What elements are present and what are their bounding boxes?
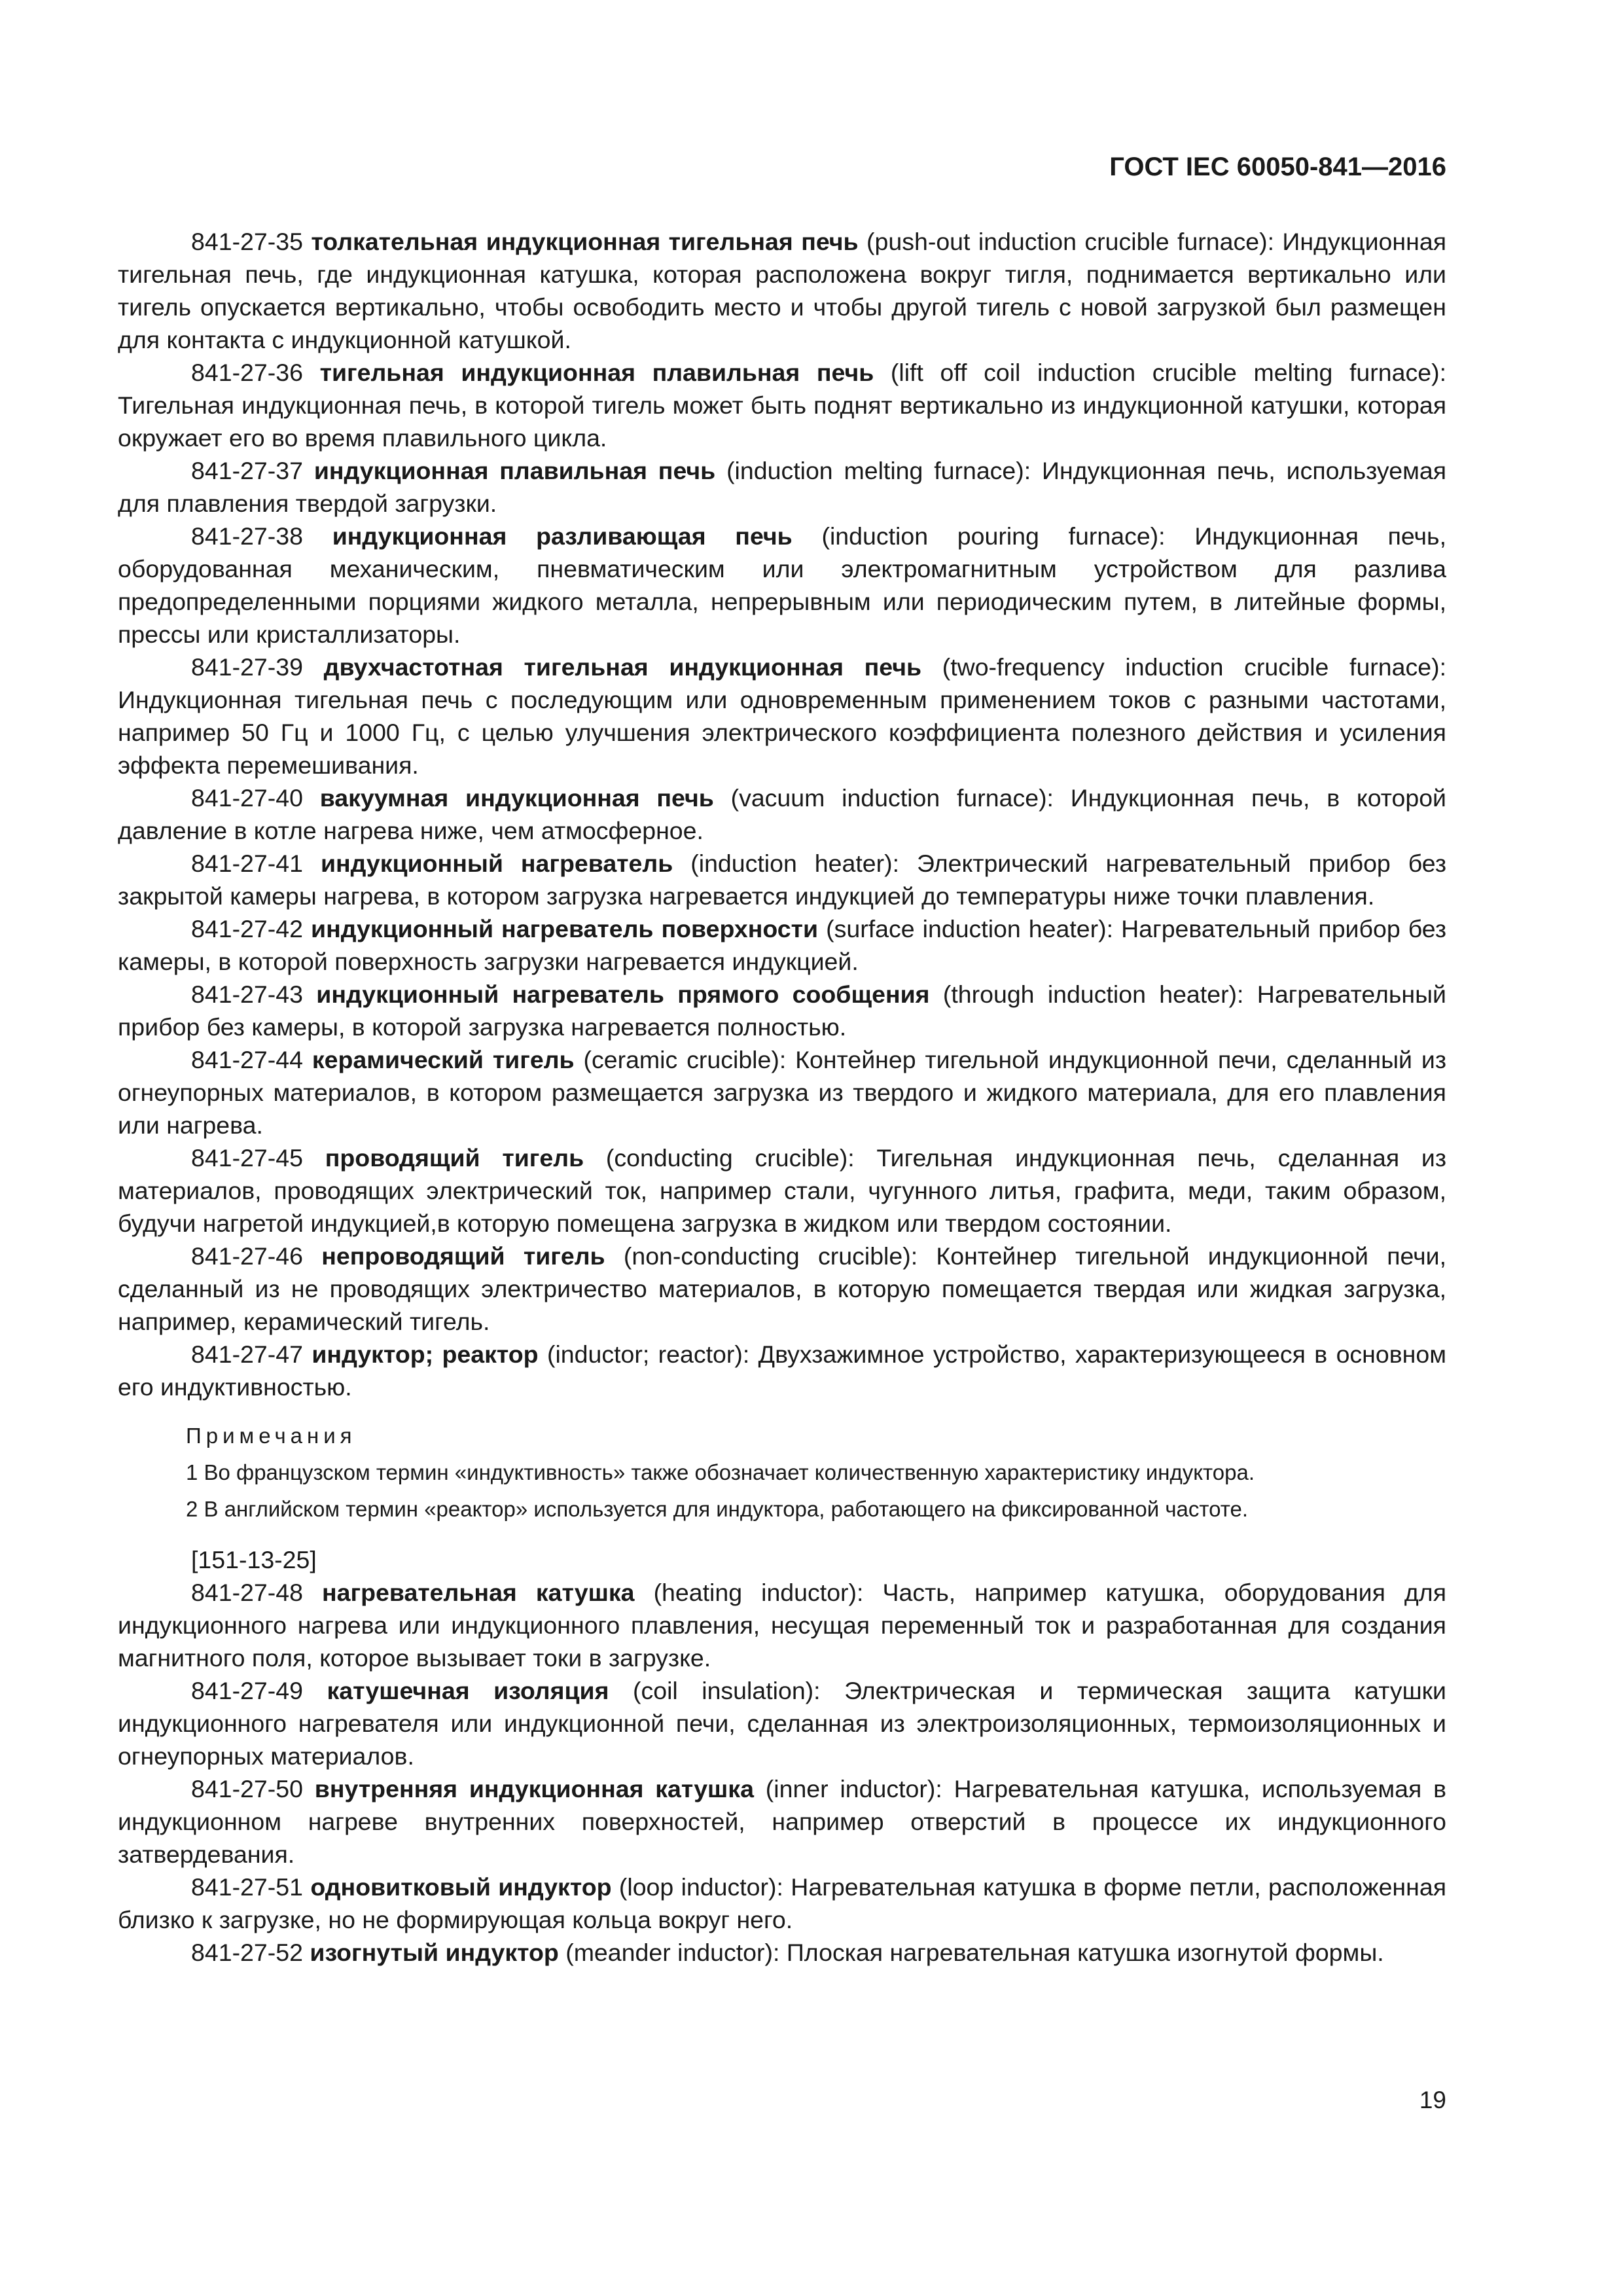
entry-number: 841-27-38 <box>191 522 303 550</box>
entry-definition: (meander inductor): Плоская нагревательная катушка изогнутой формы. <box>565 1939 1384 1966</box>
note-item-1: 1 Во французском термин «индуктивность» также обозначает количественную характеристику индуктора. <box>186 1460 1255 1484</box>
term-entry <box>118 356 1446 454</box>
term-entry <box>118 1338 1446 1403</box>
entry-term: непроводящий тигель <box>321 1242 605 1270</box>
entry-number: 841-27-51 <box>191 1873 303 1901</box>
term-entry <box>118 781 1446 847</box>
entry-number: 841-27-49 <box>191 1677 303 1704</box>
entry-definition: (vacuum induction furnace): Индукционная печь, в которой давление в котле нагрева ниже, чем атмосферное. <box>118 784 1447 844</box>
term-entry <box>118 978 1446 1043</box>
notes-block <box>118 1422 1446 1524</box>
entry-term: индукционная разливающая печь <box>332 522 793 550</box>
term-entry <box>118 1576 1446 1674</box>
term-entry <box>118 1674 1446 1772</box>
entry-number: 841-27-39 <box>191 653 303 681</box>
entry-definition: (induction pouring furnace): Индукционная печь, оборудованная механическим, пневматическим или электромагнитным устройством для разлива предопределенными порциями жидкого металла, непрерывным или периодическим путем, в литейные формы, прессы или кристаллизаторы. <box>118 522 1447 648</box>
entry-number: 841-27-52 <box>191 1939 303 1966</box>
entry-number: 841-27-37 <box>191 457 303 484</box>
term-entry <box>118 454 1446 520</box>
entry-term: вакуумная индукционная печь <box>319 784 714 812</box>
term-entry <box>118 1240 1446 1338</box>
entry-term: изогнутый индуктор <box>310 1939 559 1966</box>
entry-number: 841-27-41 <box>191 850 303 877</box>
entry-term: двухчастотная тигельная индукционная печь <box>323 653 922 681</box>
entry-number: 841-27-36 <box>191 359 303 386</box>
entry-term: индукционный нагреватель <box>320 850 673 877</box>
entry-number: 841-27-43 <box>191 980 303 1008</box>
entry-definition: (two-frequency induction crucible furnace): Индукционная тигельная печь с последующим или одновременным применением токов с разными частотами, например 50 Гц и 1000 Гц, с целью улучшения электрического коэффициента полезного действия и усиления эффекта перемешивания. <box>118 653 1447 779</box>
entry-definition: (conducting crucible): Тигельная индукционная печь, сделанная из материалов, проводящих электрический ток, например стали, чугунного литья, графита, меди, таким образом, будучи нагретой индукцией,в которую помещена загрузка в жидком или твердом состоянии. <box>118 1144 1447 1237</box>
entry-number: 841-27-48 <box>191 1579 303 1606</box>
term-entry <box>118 520 1446 651</box>
entry-term: тигельная индукционная плавильная печь <box>319 359 874 386</box>
entry-term: внутренняя индукционная катушка <box>314 1775 754 1803</box>
entry-definition: (non-conducting crucible): Контейнер тигельной индукционной печи, сделанный из не проводящих электричество материалов, в которую помещается твердая или жидкая загрузка, например, керамический тигель. <box>118 1242 1447 1335</box>
entry-definition: (induction melting furnace): Индукционная печь, используемая для плавления твердой загрузки. <box>118 457 1447 517</box>
entry-definition: (surface induction heater): Нагревательный прибор без камеры, в которой поверхность загрузки нагревается индукцией. <box>118 915 1447 975</box>
entry-definition: (lift off coil induction crucible melting furnace): Тигельная индукционная печь, в которой тигель может быть поднят вертикально из индукционной катушки, которая окружает его во время плавильного цикла. <box>118 359 1446 452</box>
entry-term: индукционный нагреватель прямого сообщения <box>316 980 930 1008</box>
entry-number: 841-27-46 <box>191 1242 303 1270</box>
entry-definition: (induction heater): Электрический нагревательный прибор без закрытой камеры нагрева, в котором загрузка нагревается индукцией до температуры ниже точки плавления. <box>118 850 1447 910</box>
entry-number: 841-27-42 <box>191 915 303 942</box>
notes-title: Примечания <box>186 1424 357 1448</box>
page-number: 19 <box>1419 2087 1446 2113</box>
entry-number: 841-27-35 <box>191 228 303 255</box>
entry-definition: (heating inductor): Часть, например катушка, оборудования для индукционного нагрева или индукционного плавления, несущая переменный ток и разработанная для создания магнитного поля, которое вызывает токи в загрузке. <box>118 1579 1446 1672</box>
reference: [151-13-25] <box>191 1546 317 1573</box>
term-entry <box>118 1871 1446 1936</box>
entry-definition: (inner inductor): Нагревательная катушка, используемая в индукционном нагреве внутренних поверхностей, например отверстий в процессе их индукционного затвердевания. <box>118 1775 1447 1868</box>
entries-before-notes <box>118 225 1446 1403</box>
term-entry <box>118 651 1446 781</box>
term-entry <box>118 1043 1446 1141</box>
entry-definition: (coil insulation): Электрическая и термическая защита катушки индукционного нагревателя или индукционной печи, сделанная из электроизоляционных, термоизоляционных и огнеупорных материалов. <box>118 1677 1447 1770</box>
entries-after-notes <box>118 1576 1446 1969</box>
note-item-2: 2 В английском термин «реактор» используется для индуктора, работающего на фиксированной частоте. <box>186 1497 1249 1521</box>
term-entry <box>118 1772 1446 1871</box>
entry-term: катушечная изоляция <box>327 1677 609 1704</box>
entry-definition: (push-out induction crucible furnace): Индукционная тигельная печь, где индукционная катушка, которая расположена вокруг тигля, поднимается вертикально или тигель опускается вертикально, чтобы освободить место и чтобы другой тигель с новой загрузкой был размещен для контакта с индукционной катушкой. <box>118 228 1446 353</box>
entry-number: 841-27-45 <box>191 1144 303 1172</box>
entry-term: керамический тигель <box>312 1046 575 1073</box>
entry-definition: (inductor; reactor): Двухзажимное устройство, характеризующееся в основном его индуктивностью. <box>118 1340 1447 1401</box>
entry-term: проводящий тигель <box>325 1144 584 1172</box>
entry-definition: (ceramic crucible): Контейнер тигельной индукционной печи, сделанный из огнеупорных материалов, в котором размещается загрузка из твердого и жидкого материала, для его плавления или нагрева. <box>118 1046 1447 1139</box>
entry-term: одновитковый индуктор <box>310 1873 612 1901</box>
term-entry <box>118 912 1446 978</box>
document-body <box>118 225 1446 1969</box>
entry-term: индукционный нагреватель поверхности <box>311 915 819 942</box>
entry-term: индукционная плавильная печь <box>313 457 716 484</box>
entry-definition: (through induction heater): Нагревательный прибор без камеры, в которой загрузка нагревается полностью. <box>118 980 1446 1041</box>
entry-number: 841-27-44 <box>191 1046 303 1073</box>
entry-definition: (loop inductor): Нагревательная катушка в форме петли, расположенная близко к загрузке, но не формирующая кольца вокруг него. <box>118 1873 1447 1933</box>
term-entry <box>118 1936 1446 1969</box>
term-entry <box>118 847 1446 912</box>
term-entry <box>118 1141 1446 1240</box>
entry-term: нагревательная катушка <box>322 1579 635 1606</box>
entry-number: 841-27-47 <box>191 1340 303 1368</box>
entry-term: толкательная индукционная тигельная печь <box>311 228 859 255</box>
document-header: ГОСТ IEC 60050-841—2016 <box>1109 152 1446 181</box>
entry-number: 841-27-50 <box>191 1775 303 1803</box>
term-entry <box>118 225 1446 356</box>
entry-number: 841-27-40 <box>191 784 303 812</box>
entry-term: индуктор; реактор <box>312 1340 539 1368</box>
